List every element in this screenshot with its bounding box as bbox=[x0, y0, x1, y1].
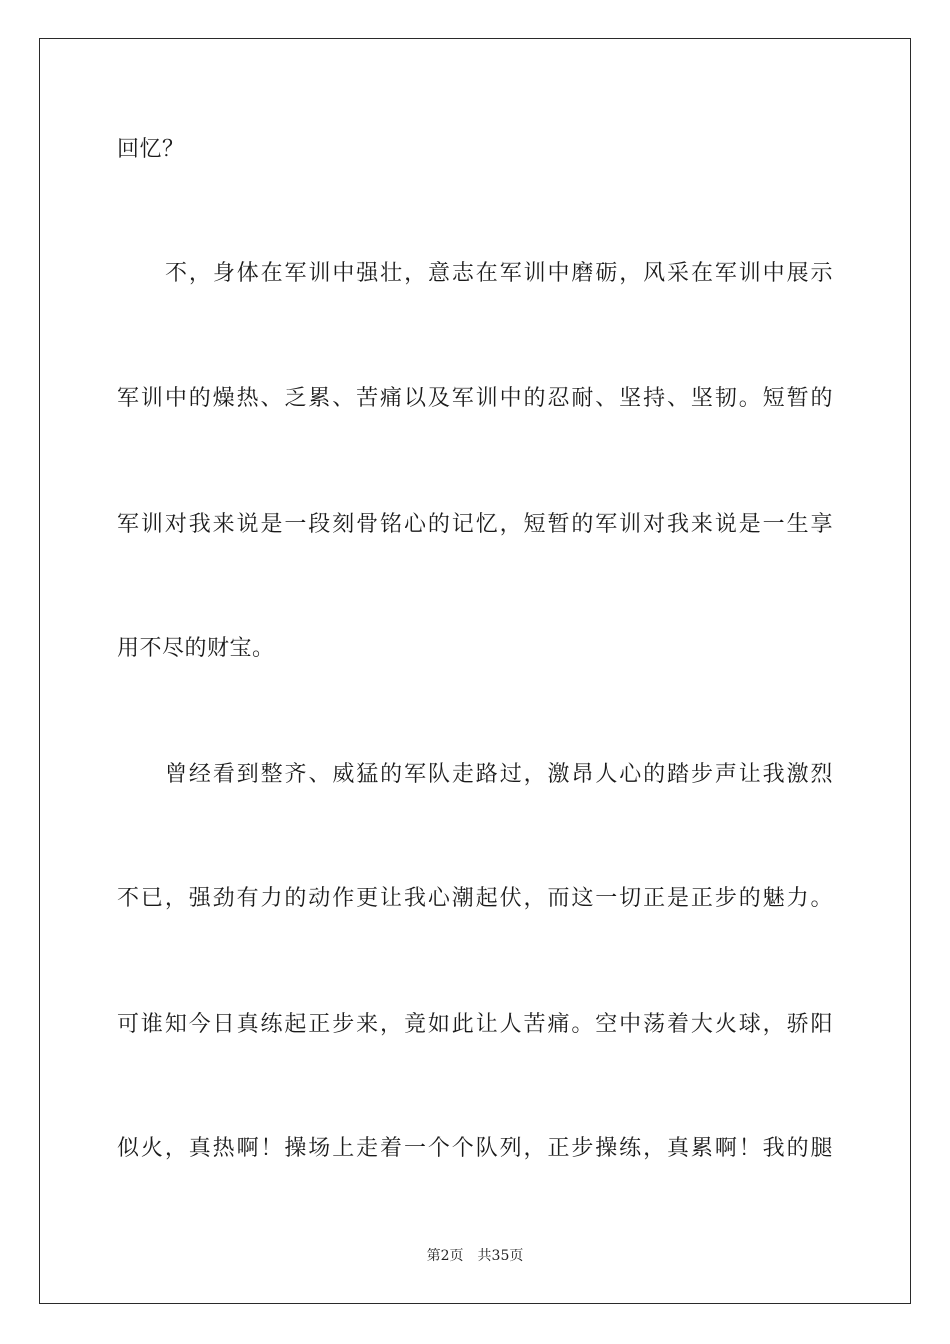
text-line-1: 回忆？ bbox=[117, 137, 185, 162]
text-line-3: 军训中的燥热、乏累、苦痛以及军训中的忍耐、坚持、坚韧。短暂的 bbox=[117, 386, 833, 411]
page-total: 共35页 bbox=[477, 1248, 524, 1264]
page-border bbox=[39, 38, 911, 1304]
text-line-7: 不已，强劲有力的动作更让我心潮起伏，而这一切正是正步的魅力。 bbox=[117, 886, 833, 911]
text-line-2: 不，身体在军训中强壮，意志在军训中磨砺，风采在军训中展示 bbox=[165, 261, 833, 286]
text-line-6: 曾经看到整齐、威猛的军队走路过，激昂人心的踏步声让我激烈 bbox=[165, 762, 833, 787]
page-number: 第2页 bbox=[426, 1248, 464, 1264]
text-line-4: 军训对我来说是一段刻骨铭心的记忆，短暂的军训对我来说是一生享 bbox=[117, 512, 833, 537]
text-line-8: 可谁知今日真练起正步来，竟如此让人苦痛。空中荡着大火球，骄阳 bbox=[117, 1012, 833, 1037]
text-line-5: 用不尽的财宝。 bbox=[117, 636, 275, 661]
text-line-9: 似火，真热啊！操场上走着一个个队列，正步操练，真累啊！我的腿 bbox=[117, 1136, 833, 1161]
page-footer bbox=[0, 1246, 950, 1266]
